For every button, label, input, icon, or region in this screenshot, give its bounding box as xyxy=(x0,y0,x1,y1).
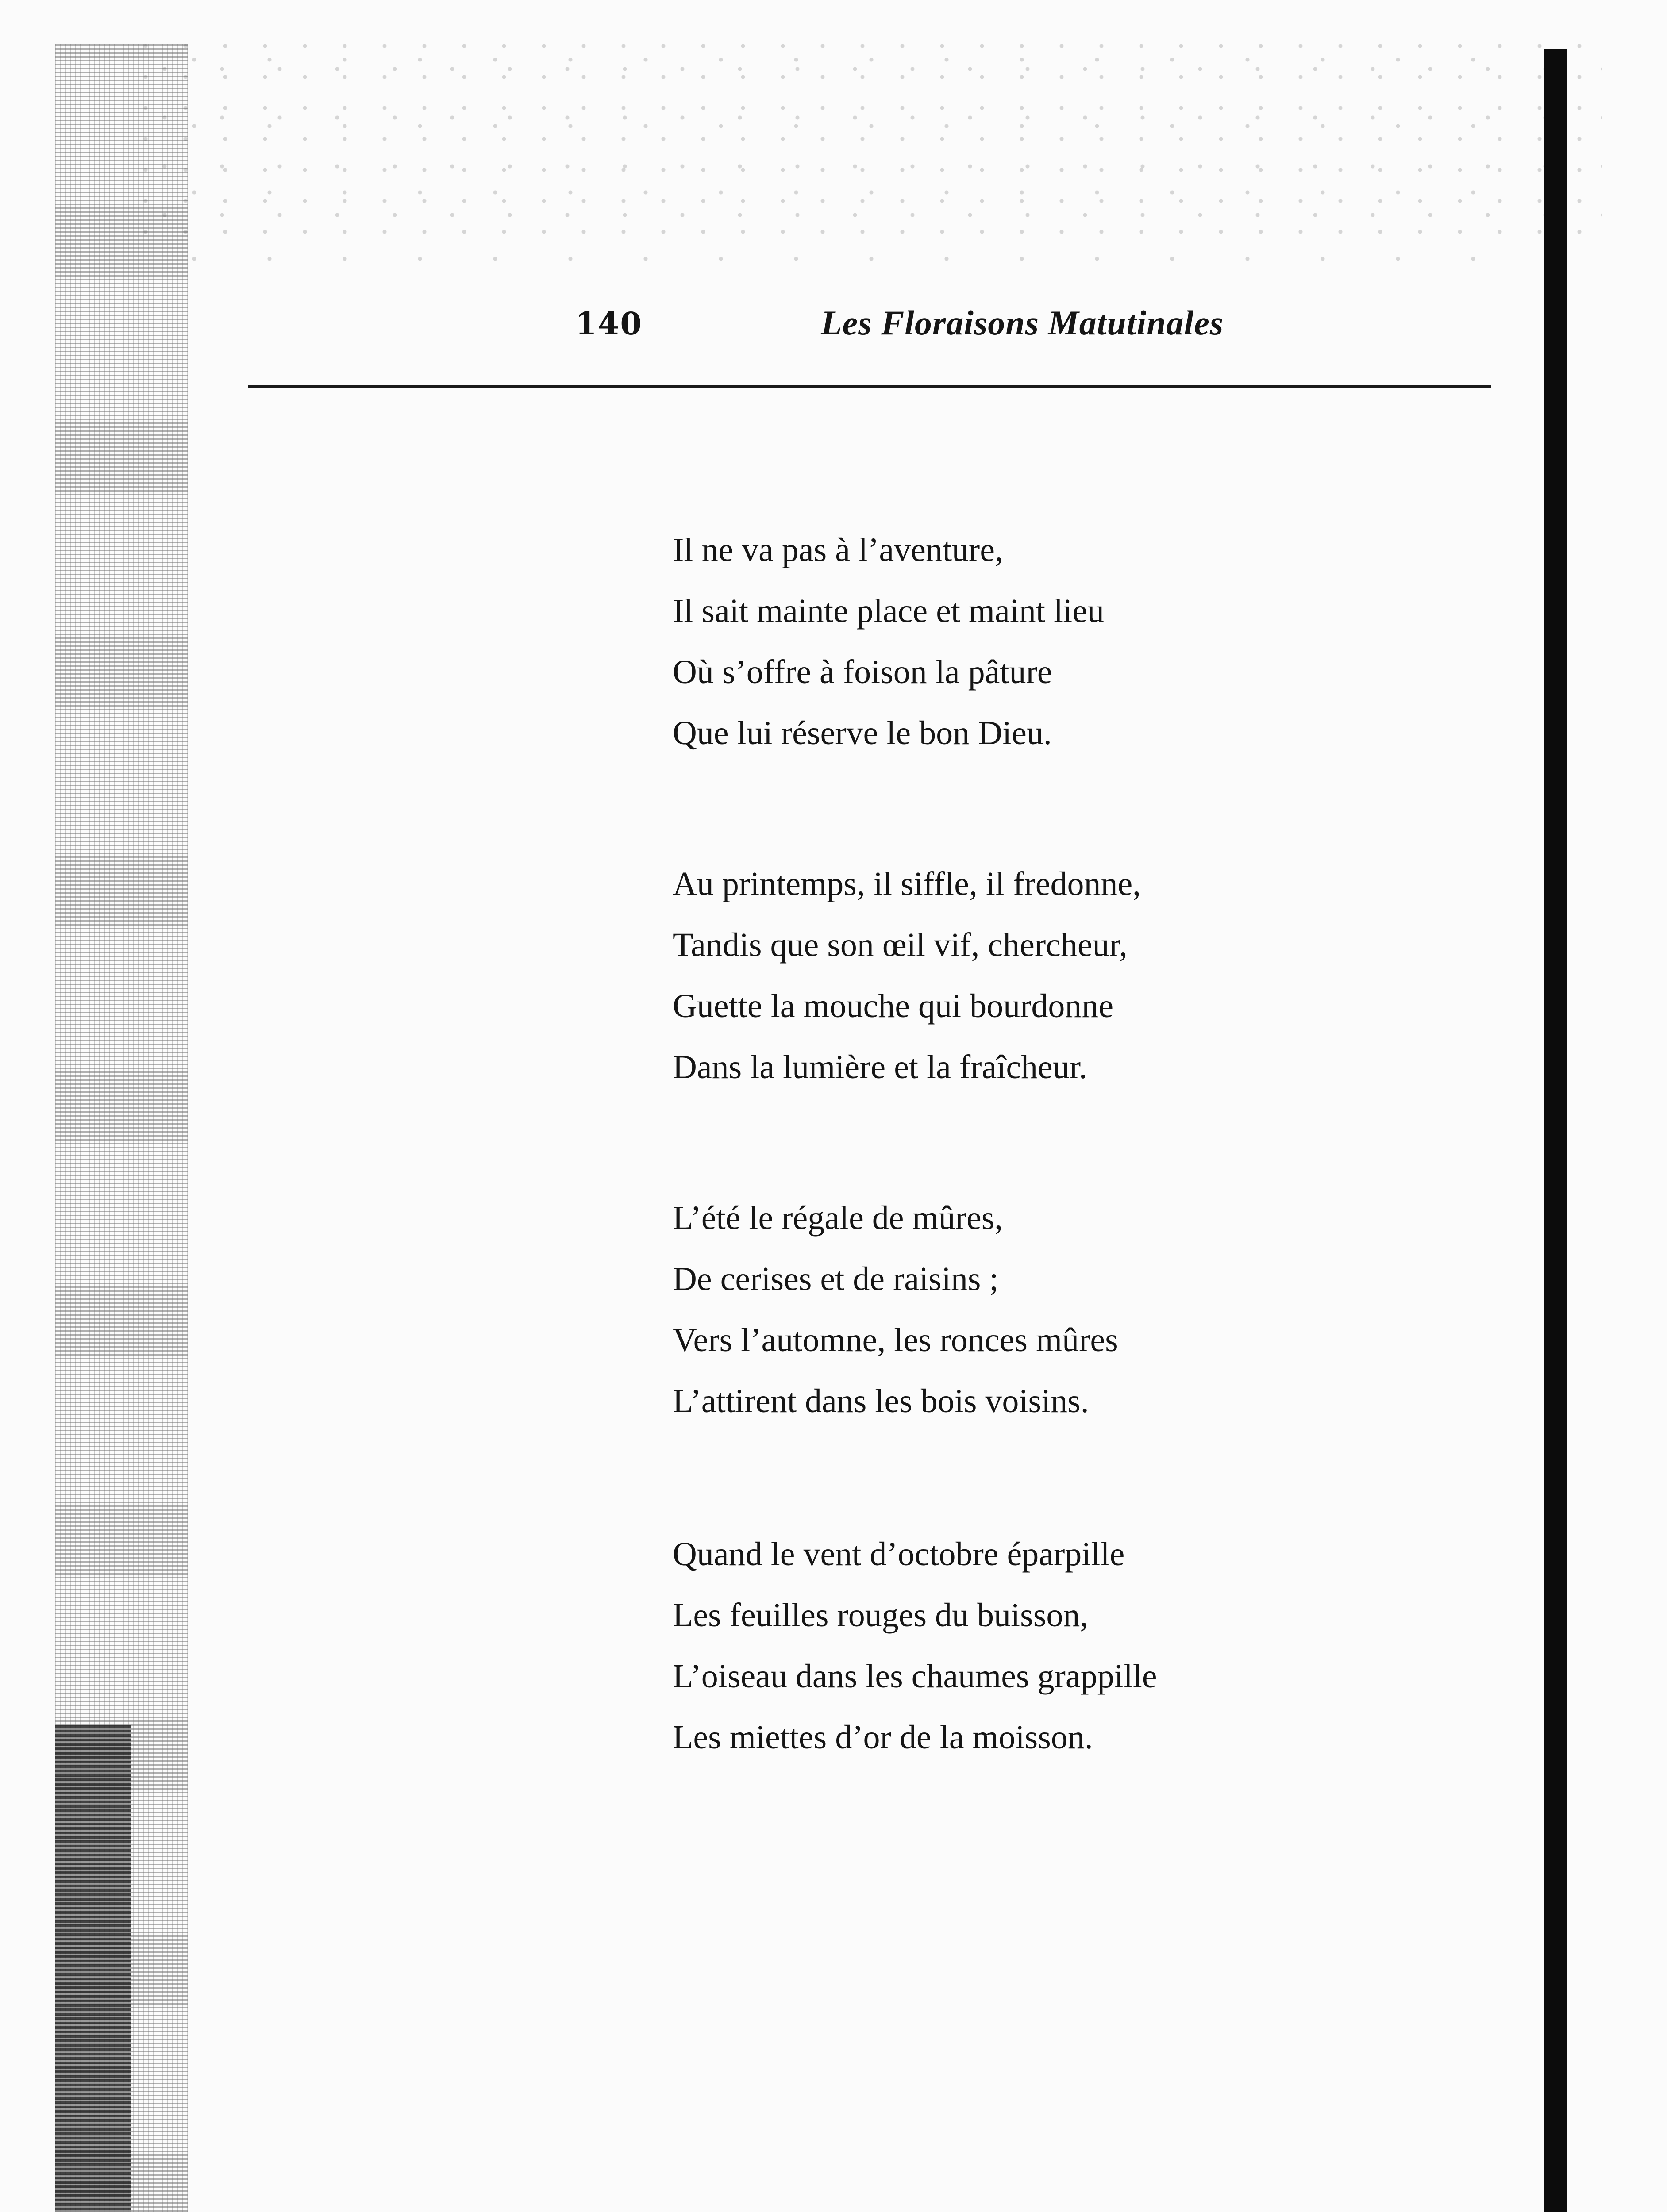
verse-line: Où s’offre à foison la pâture xyxy=(673,653,1052,691)
verse-line: Les feuilles rouges du buisson, xyxy=(673,1597,1089,1634)
page-number: 140 xyxy=(575,305,643,342)
scan-edge-dark-artifact xyxy=(55,1725,131,2212)
verse-line: L’oiseau dans les chaumes grappille xyxy=(673,1658,1157,1695)
verse-line: Guette la mouche qui bourdonne xyxy=(673,987,1114,1025)
verse-line: Il sait mainte place et maint lieu xyxy=(673,592,1104,630)
verse-line: Au printemps, il siffle, il fredonne, xyxy=(673,865,1141,902)
verse-line: Il ne va pas à l’aventure, xyxy=(673,531,1003,568)
verse-line: Que lui réserve le bon Dieu. xyxy=(673,714,1052,752)
verse-line: L’attirent dans les bois voisins. xyxy=(673,1382,1089,1420)
verse-line: Quand le vent d’octobre éparpille xyxy=(673,1536,1125,1573)
header-rule xyxy=(248,385,1491,388)
verse-line: L’été le régale de mûres, xyxy=(673,1199,1003,1237)
verse-line: Vers l’automne, les ronces mûres xyxy=(673,1321,1118,1359)
verse-line: Dans la lumière et la fraîcheur. xyxy=(673,1048,1087,1086)
verse-line: De cerises et de raisins ; xyxy=(673,1260,999,1298)
page-gutter-bar xyxy=(1544,49,1567,2212)
scan-noise xyxy=(142,40,1602,261)
verse-line: Les miettes d’or de la moisson. xyxy=(673,1719,1093,1756)
running-title: Les Floraisons Matutinales xyxy=(821,303,1224,342)
verse-line: Tandis que son œil vif, chercheur, xyxy=(673,926,1128,964)
